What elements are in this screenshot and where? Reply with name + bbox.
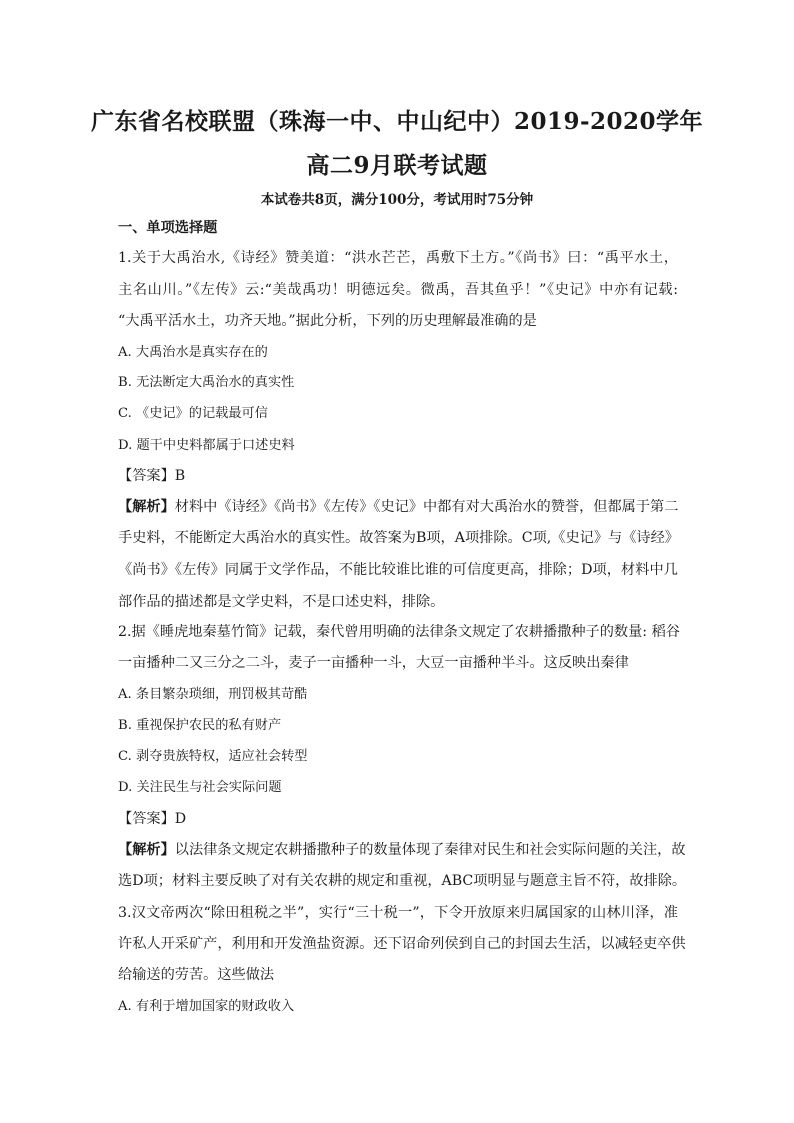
exam-title-line-1: 广东省名校联盟（珠海一中、中山纪中）2019-2020学年	[90, 108, 704, 135]
q1-stem-line-3: “大禹平活水土，功齐天地。”据此分析，下列的历史理解最准确的是	[118, 313, 537, 329]
q2-option-d: D. 关注民生与社会实际问题	[118, 780, 282, 795]
q1-analysis-line-4: 部作品的描述都是文学史料，不是口述史料，排除。	[118, 594, 445, 610]
q1-analysis-text-1: 材料中《诗经》《尚书》《左传》《史记》中都有对大禹治水的赞誉，但都属于第二	[174, 499, 679, 515]
q1-analysis-line-2: 手史料，不能断定大禹治水的真实性。故答案为B项，A项排除。C项,《史记》与《诗经》	[118, 530, 679, 546]
q2-option-a: A. 条目繁杂琐细，刑罚极其苛酷	[118, 687, 308, 702]
q3-stem-line-1: 3.汉文帝两次“除田租税之半”，实行“三十税一”，下令开放原来归属国家的山林川泽，准	[118, 905, 678, 921]
q1-option-a: A. 大禹治水是真实存在的	[118, 345, 268, 360]
q3-option-a: A. 有利于增加国家的财政收入	[118, 999, 295, 1014]
q2-answer: 【答案】D	[118, 811, 187, 827]
q1-stem-line-1: 1.关于大禹治水,《诗经》赞美道：“洪水芒芒，禹敷下土方。”《尚书》曰：“禹平水土，	[118, 250, 678, 266]
q2-option-c: C. 剥夺贵族特权，适应社会转型	[118, 749, 308, 764]
q1-analysis-line-3: 《尚书》《左传》同属于文学作品，不能比较谁比谁的可信度更高，排除；D项，材料中几	[118, 562, 678, 578]
q1-analysis-line-1	[118, 498, 678, 516]
q3-stem-line-3: 给输送的劳苦。这些做法	[118, 967, 275, 983]
q2-analysis-text-1: 以法律条文规定农耕播撒种子的数量体现了秦律对民生和社会实际问题的关注，故	[174, 842, 686, 858]
exam-subtitle: 本试卷共8页，满分100分，考试用时75分钟	[260, 192, 534, 208]
q2-analysis-line-1	[118, 841, 686, 859]
q1-answer: 【答案】B	[118, 468, 186, 484]
q2-analysis-label: 【解析】	[118, 842, 175, 858]
q1-option-d: D. 题干中史料都属于口述史料	[118, 438, 295, 453]
q1-analysis-label: 【解析】	[118, 499, 175, 515]
exam-title-line-2: 高二9月联考试题	[306, 152, 488, 179]
q2-stem-line-2: 一亩播种二又三分之二斗，麦子一亩播种一斗，大豆一亩播种半斗。这反映出秦律	[118, 655, 629, 671]
q1-stem-line-2: 主名山川。”《左传》云:“美哉禹功！明德远矣。微禹，吾其鱼乎！”《史记》中亦有记载:	[118, 282, 678, 298]
q2-option-b: B. 重视保护农民的私有财产	[118, 718, 282, 733]
q2-analysis-line-2: 选D项；材料主要反映了对有关农耕的规定和重视，ABC项明显与题意主旨不符，故排除。	[118, 873, 687, 889]
q1-option-c: C. 《史记》的记载最可信	[118, 406, 268, 421]
section-heading: 一、单项选择题	[118, 220, 218, 236]
q2-stem-line-1: 2.据《睡虎地秦墓竹简》记载，秦代曾用明确的法律条文规定了农耕播撒种子的数量: 稻谷	[118, 624, 680, 640]
q3-stem-line-2: 许私人开采矿产，利用和开发渔盐资源。还下诏命列侯到自己的封国去生活，以减轻吏卒供	[118, 936, 686, 952]
q1-option-b: B. 无法断定大禹治水的真实性	[118, 375, 295, 390]
